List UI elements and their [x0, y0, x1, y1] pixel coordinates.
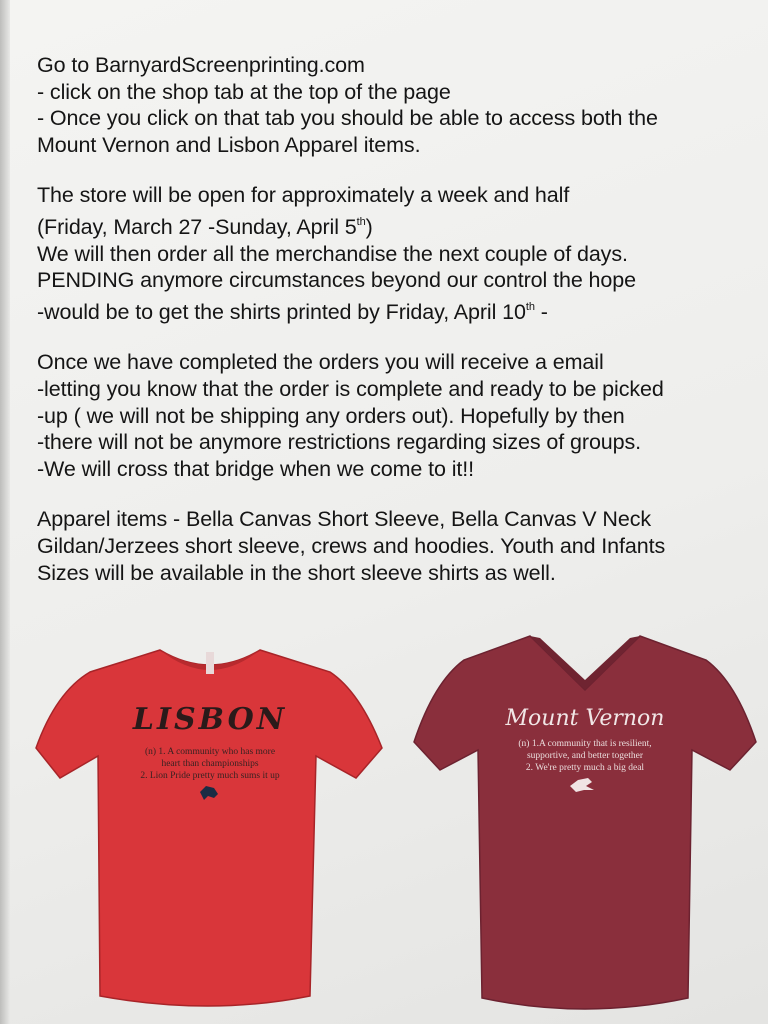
- mount-vernon-title: Mount Vernon: [505, 706, 665, 731]
- text-span: ): [365, 214, 373, 239]
- text-line: [37, 209, 768, 241]
- text-line: -there will not be anymore restrictions regarding sizes of groups.: [37, 430, 642, 455]
- lisbon-definition: [30, 746, 390, 782]
- text-line: Once we have completed the orders you will receive a email: [37, 350, 604, 375]
- mount-vernon-shirt-image: [410, 630, 760, 1022]
- text-span: -: [534, 299, 548, 324]
- instructions-text: [37, 52, 768, 610]
- text-span: -would be to get the shirts printed by Friday, April 10: [37, 299, 526, 324]
- text-line: Mount Vernon and Lisbon Apparel items.: [37, 132, 421, 157]
- definition-line: (n) 1. A community who has more: [144, 747, 276, 757]
- paragraph-store-dates: [37, 182, 768, 325]
- page-edge-shadow: [0, 0, 10, 1024]
- vneck-tshirt-icon: [410, 630, 760, 1022]
- definition-line: 2. We're pretty much a big deal: [525, 763, 645, 773]
- paragraph-apparel: [37, 506, 768, 586]
- mount-vernon-definition: [410, 738, 760, 774]
- text-line: -up ( we will not be shipping any orders out). Hopefully by then: [37, 403, 625, 428]
- text-line: The store will be open for approximately a week and half: [37, 183, 570, 208]
- superscript: th: [525, 300, 535, 313]
- text-line: Gildan/Jerzees short sleeve, crews and hoodies. Youth and Infants: [37, 533, 666, 558]
- text-line: Apparel items - Bella Canvas Short Sleeve, Bella Canvas V Neck: [37, 507, 652, 532]
- text-line: - Once you click on that tab you should be able to access both the: [37, 106, 658, 131]
- lisbon-title: LISBON: [132, 702, 288, 737]
- lisbon-shirt-image: [30, 636, 390, 1020]
- superscript: th: [356, 215, 366, 228]
- shirt-body: [414, 636, 756, 1009]
- tshirt-icon: [30, 636, 390, 1020]
- text-span: (Friday, March 27 -Sunday, April 5: [37, 214, 357, 239]
- text-line: Go to BarnyardScreenprinting.com: [37, 53, 365, 77]
- definition-line: supportive, and better together: [526, 751, 644, 761]
- definition-line: heart than championships: [161, 759, 259, 769]
- definition-line: (n) 1.A community that is resilient,: [518, 739, 652, 749]
- text-line: We will then order all the merchandise the next couple of days.: [37, 241, 628, 266]
- text-line: PENDING anymore circumstances beyond our control the hope: [37, 268, 636, 293]
- paragraph-website: [37, 52, 768, 158]
- definition-line: 2. Lion Pride pretty much sums it up: [140, 771, 280, 781]
- text-line: [37, 294, 768, 326]
- text-line: -letting you know that the order is complete and ready to be picked: [37, 376, 664, 401]
- text-line: -We will cross that bridge when we come to it!!: [37, 456, 475, 481]
- text-line: Sizes will be available in the short sleeve shirts as well.: [37, 560, 556, 585]
- paragraph-pickup: [37, 349, 768, 482]
- text-line: - click on the shop tab at the top of the page: [37, 79, 451, 104]
